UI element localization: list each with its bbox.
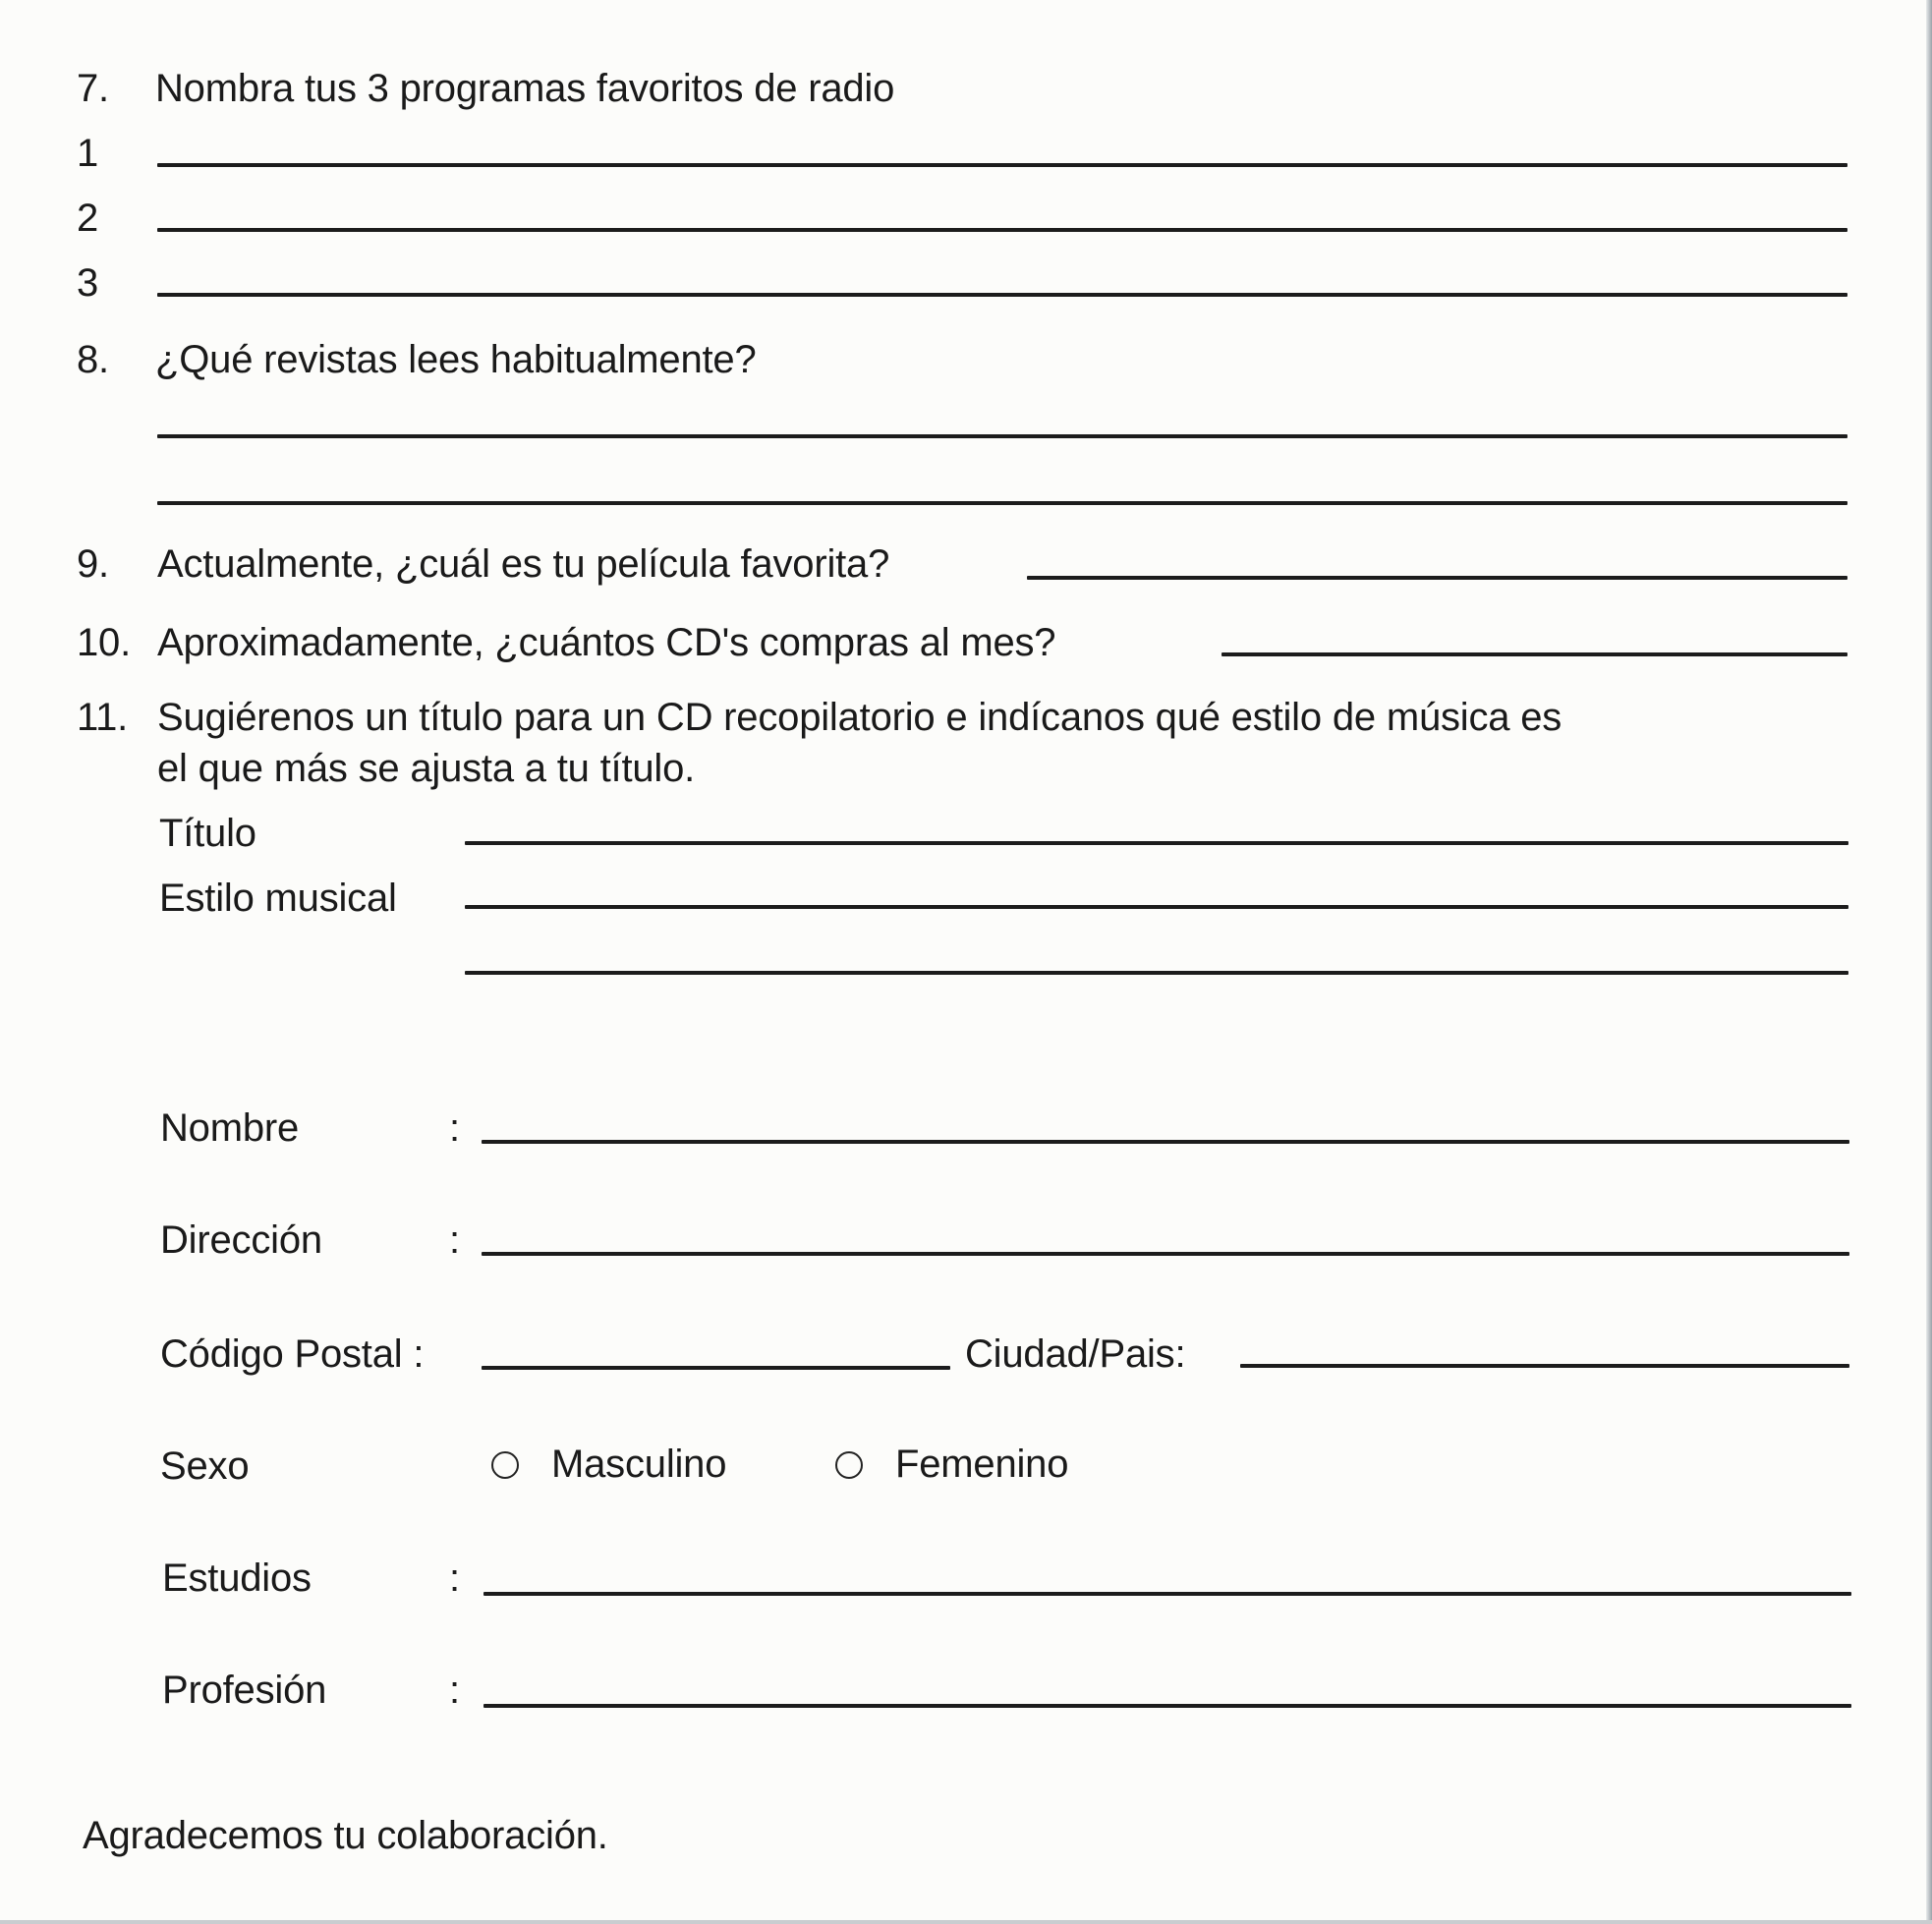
estudios-answer-line[interactable]	[483, 1592, 1851, 1596]
q10-answer-line[interactable]	[1222, 652, 1847, 656]
q9-number: 9.	[77, 542, 109, 586]
q11-question-line-1: Sugiérenos un título para un CD recopilatorio e indícanos qué estilo de música es	[157, 696, 1563, 739]
q11-question-line-2: el que más se ajusta a tu título.	[157, 747, 696, 790]
q7-answer-2-line[interactable]	[157, 228, 1847, 232]
q8-answer-line-1[interactable]	[157, 434, 1847, 438]
q8-number: 8.	[77, 338, 109, 381]
q11-titulo-answer-line[interactable]	[465, 841, 1848, 845]
direccion-label: Dirección	[160, 1218, 322, 1262]
nombre-colon: :	[449, 1106, 460, 1150]
profesion-answer-line[interactable]	[483, 1704, 1851, 1708]
nombre-label: Nombre	[160, 1106, 300, 1150]
q10-number: 10.	[77, 621, 132, 664]
q8-answer-line-2[interactable]	[157, 501, 1847, 505]
direccion-colon: :	[449, 1218, 460, 1262]
q11-number: 11.	[77, 696, 129, 739]
femenino-radio[interactable]	[835, 1451, 863, 1479]
ciudad-pais-label: Ciudad/Pais:	[965, 1332, 1186, 1376]
masculino-radio[interactable]	[491, 1451, 519, 1479]
q9-answer-line[interactable]	[1027, 576, 1847, 580]
ciudad-pais-answer-line[interactable]	[1240, 1364, 1849, 1368]
q11-titulo-label: Título	[159, 812, 256, 855]
estudios-colon: :	[449, 1556, 460, 1600]
q11-estilo-answer-line-2[interactable]	[465, 971, 1848, 975]
q7-answer-3-line[interactable]	[157, 293, 1847, 297]
profesion-label: Profesión	[162, 1669, 327, 1712]
estudios-label: Estudios	[162, 1556, 312, 1600]
codigo-postal-label: Código Postal :	[160, 1332, 425, 1376]
direccion-answer-line[interactable]	[482, 1252, 1849, 1256]
q7-answer-1-line[interactable]	[157, 163, 1847, 167]
masculino-label: Masculino	[551, 1443, 727, 1486]
q9-question: Actualmente, ¿cuál es tu película favorita?	[157, 542, 890, 586]
nombre-answer-line[interactable]	[482, 1140, 1849, 1144]
q7-item-1-number: 1	[77, 132, 99, 175]
page-edge-right	[1926, 0, 1932, 1924]
q7-question: Nombra tus 3 programas favoritos de radio	[155, 67, 895, 110]
q7-item-3-number: 3	[77, 261, 99, 305]
codigo-postal-answer-line[interactable]	[482, 1366, 950, 1370]
q8-question: ¿Qué revistas lees habitualmente?	[155, 338, 757, 381]
page-edge-bottom	[0, 1920, 1932, 1924]
thanks-message: Agradecemos tu colaboración.	[83, 1814, 608, 1857]
q7-item-2-number: 2	[77, 197, 99, 240]
q11-estilo-answer-line-1[interactable]	[465, 905, 1848, 909]
q11-estilo-label: Estilo musical	[159, 877, 397, 920]
q10-question: Aproximadamente, ¿cuántos CD's compras al mes?	[157, 621, 1056, 664]
femenino-label: Femenino	[895, 1443, 1069, 1486]
profesion-colon: :	[449, 1669, 460, 1712]
sexo-label: Sexo	[160, 1444, 250, 1488]
q7-number: 7.	[77, 67, 109, 110]
